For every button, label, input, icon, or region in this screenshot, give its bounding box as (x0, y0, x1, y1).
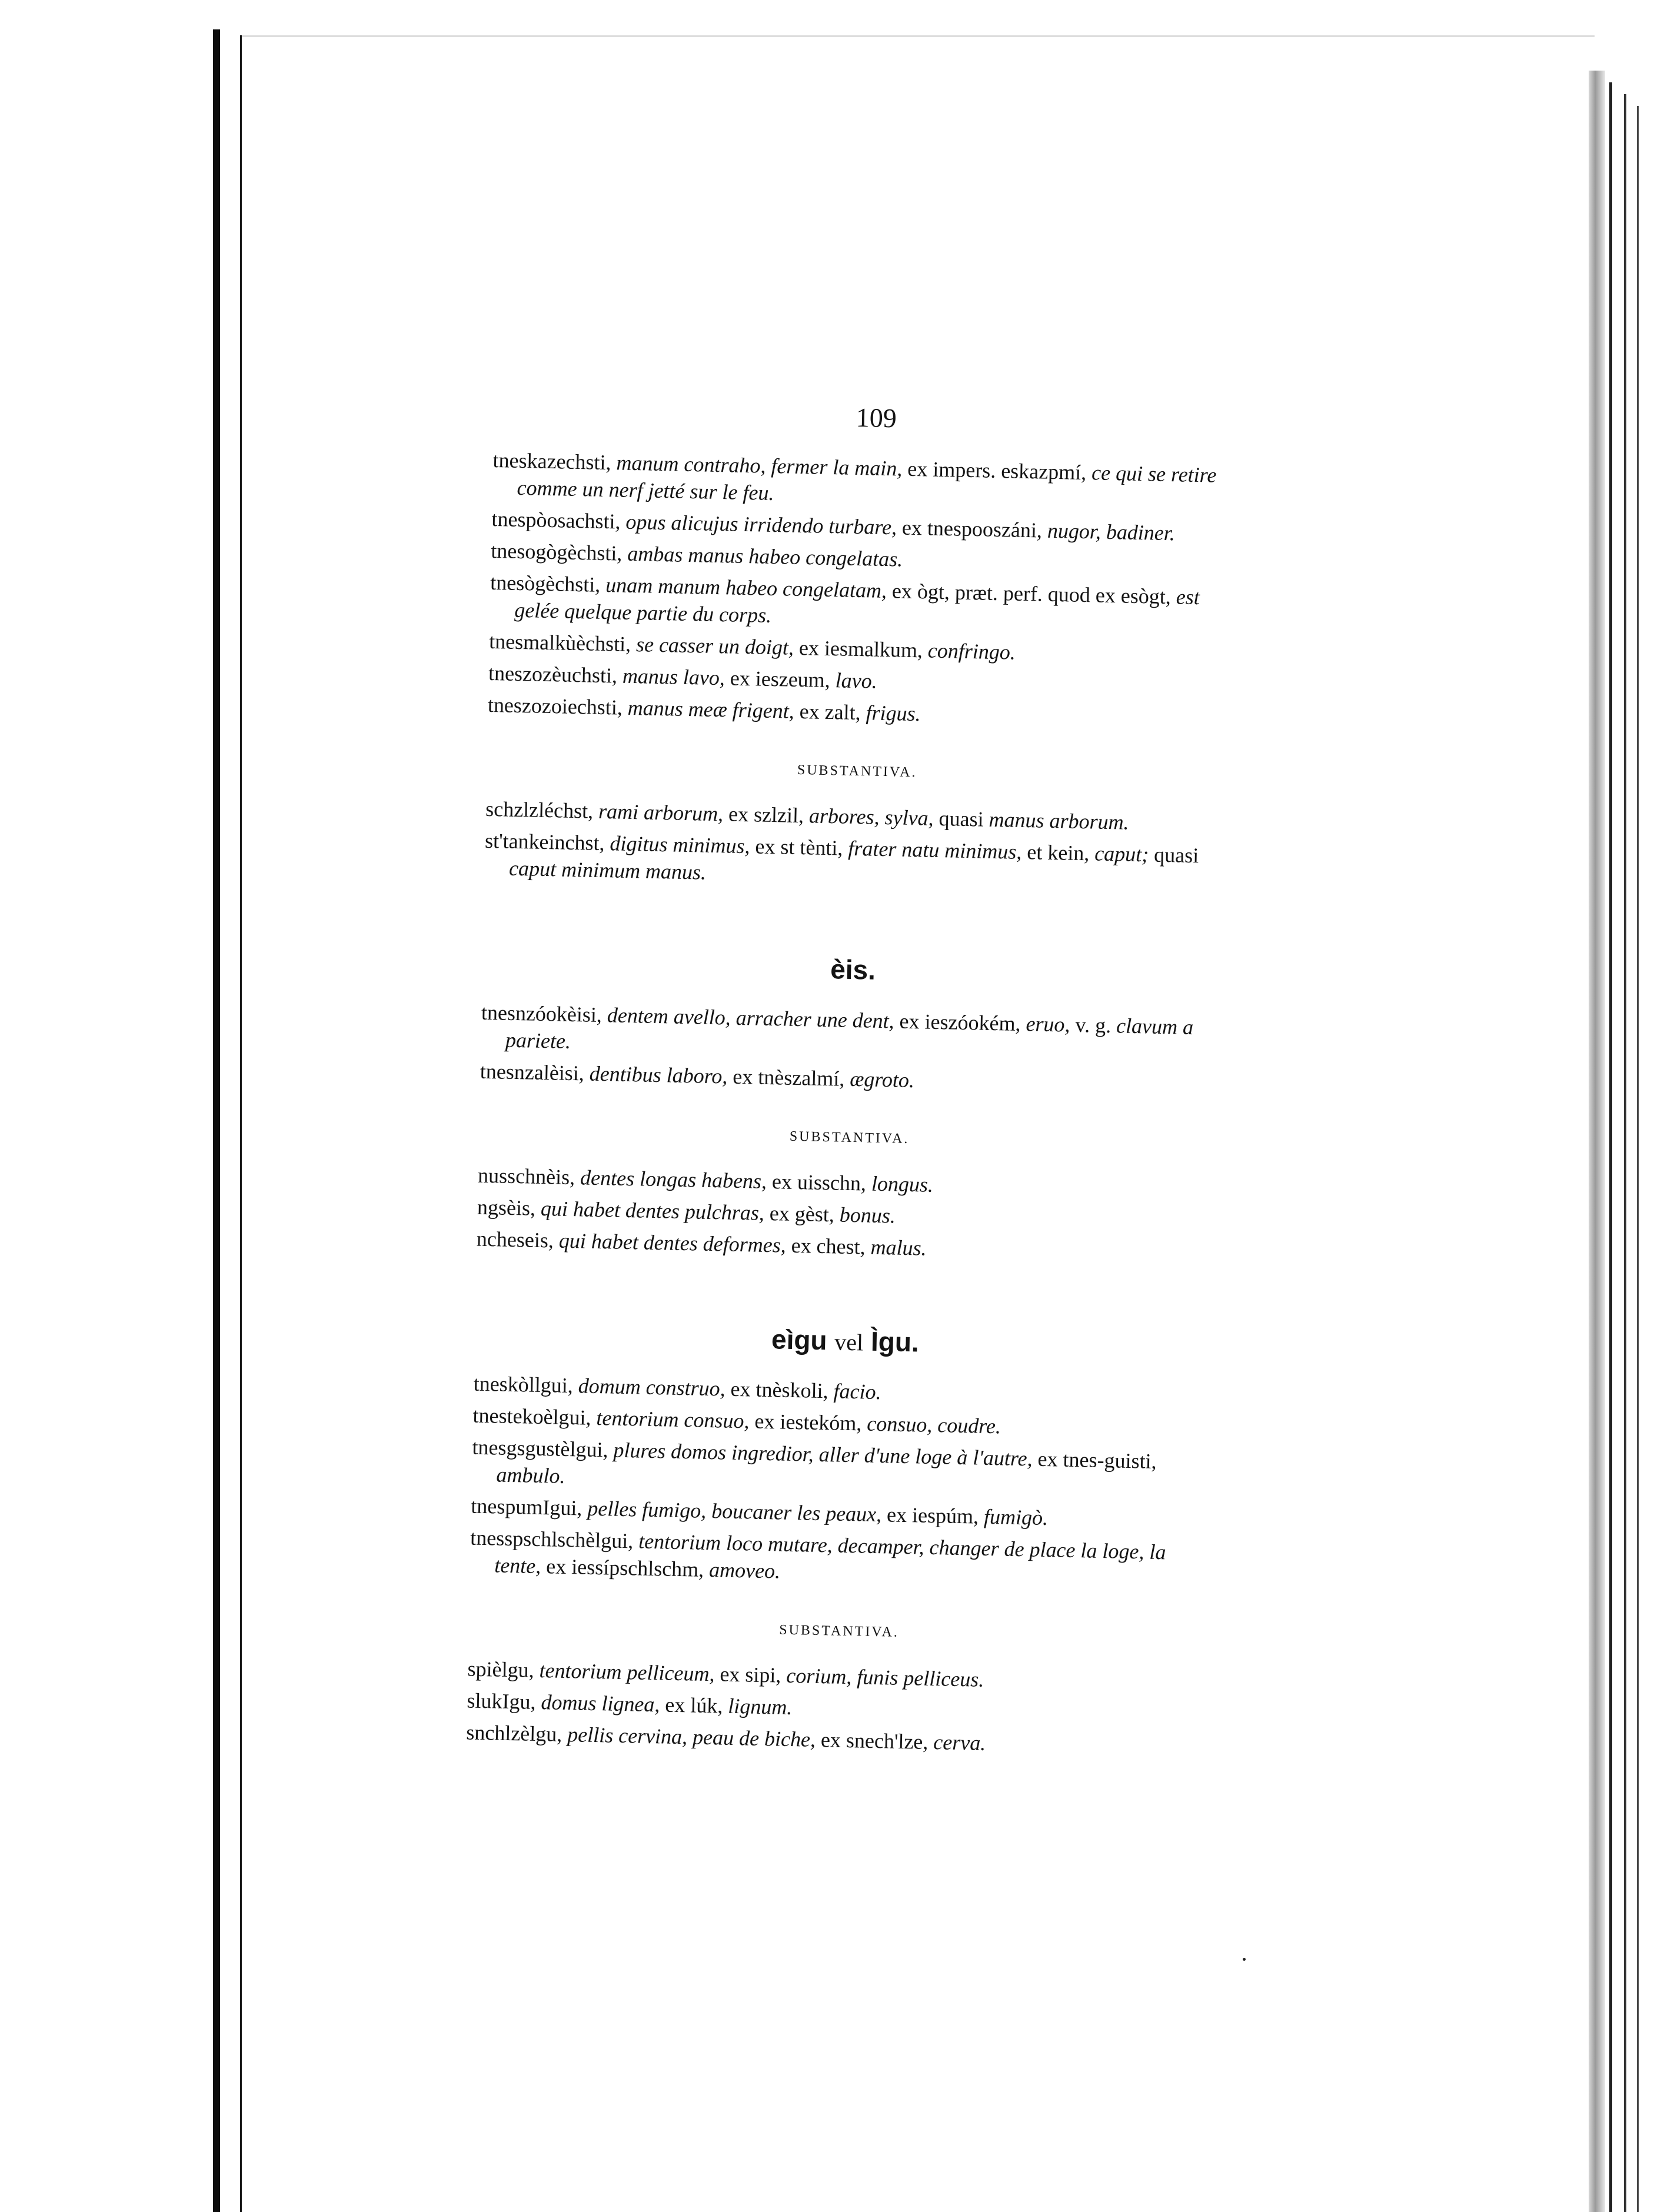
entry-gloss: ambas manus habeo congelatas. (627, 541, 903, 571)
dictionary-entry (481, 999, 1223, 1068)
entry-etymology: ex sipi, (714, 1662, 787, 1687)
entry-gloss: lavo. (835, 668, 878, 693)
entry-headword: tneskazechsti, (492, 448, 611, 475)
entry-gloss: unam manum habeo congelatam, (605, 573, 887, 603)
entry-headword: spièlgu, (467, 1657, 535, 1682)
entry-gloss: tentorium consuo, (596, 1406, 750, 1433)
entry-headword: tnesspschlschèlgui, (470, 1525, 634, 1553)
entry-etymology: quasi (933, 806, 990, 831)
entry-etymology: et kein, (1021, 840, 1095, 865)
section-heading-eis: èis. (830, 954, 876, 985)
entry-headword: tnesnzóokèisi, (481, 1000, 603, 1027)
entry-gloss: corium, funis pelliceus. (786, 1663, 984, 1691)
entry-gloss: bonus. (839, 1202, 896, 1228)
entry-gloss: qui habet dentes deformes, (558, 1228, 787, 1257)
entry-headword: tnespumIgui, (471, 1494, 583, 1520)
substantiva-heading: SUBSTANTIVA. (797, 762, 917, 781)
entry-etymology: quasi (1148, 842, 1199, 868)
substantiva-heading: SUBSTANTIVA. (789, 1128, 910, 1147)
entry-gloss: manus arborum. (989, 807, 1129, 834)
entry-etymology: ex iestekóm, (749, 1409, 867, 1435)
page-number: 109 (856, 402, 897, 434)
entry-gloss: pellis cervina, peau de biche, (567, 1723, 816, 1751)
entry-etymology: ex iesmalkum, (793, 635, 928, 662)
entry-gloss: ce qui se retire comme un nerf jetté sur le feu. (517, 461, 1217, 505)
entry-gloss: manus meæ frigent, (627, 695, 795, 723)
entry-etymology: v. g. (1070, 1012, 1117, 1038)
entry-headword: tnesogògèchsti, (491, 538, 623, 565)
entry-etymology: ex ieszeum, (724, 666, 836, 692)
dictionary-page (466, 394, 1236, 1766)
entry-gloss: manus lavo, (622, 664, 725, 690)
entry-headword: st'tankeinchst, (484, 828, 605, 855)
entry-headword: tnesmalkùèchsti, (488, 629, 631, 656)
section-heading-vel: vel (834, 1328, 864, 1356)
dictionary-entry (484, 827, 1227, 897)
entry-etymology: ex tnespooszáni, (896, 515, 1048, 542)
entry-etymology: ex gèst, (764, 1201, 840, 1227)
entry-etymology: ex szlzil, (723, 802, 810, 828)
entry-headword: tnesgsgustèlgui, (472, 1435, 608, 1462)
entry-gloss: arbores, sylva, (808, 804, 934, 830)
page-gutter-line (240, 35, 242, 2212)
entry-gloss: frigus. (866, 701, 921, 726)
substantiva-group-c (466, 1655, 1209, 1761)
entry-gloss: lignum. (727, 1694, 793, 1720)
entry-etymology: ex uisschn, (766, 1169, 872, 1195)
entries-group-a (487, 447, 1234, 734)
substantiva-group-b (476, 1162, 1219, 1268)
entry-etymology: ex snech'lze, (815, 1727, 934, 1754)
entry-headword: tnesnzalèisi, (480, 1059, 585, 1085)
page-edge-line (1637, 106, 1639, 2212)
substantiva-group-a (484, 795, 1227, 897)
entry-headword: snchlzèlgu, (465, 1720, 563, 1746)
entry-etymology: ex st tènti, (750, 834, 848, 860)
entry-gloss: est gelée quelque partie du corps. (514, 585, 1200, 627)
dictionary-entry (492, 447, 1234, 516)
entry-etymology: ex lúk, (659, 1693, 728, 1718)
entry-gloss: dentes longas habens, (580, 1165, 767, 1193)
dictionary-entry (471, 1434, 1214, 1503)
entry-gloss: ægroto. (849, 1067, 915, 1092)
entry-gloss: dentem avello, arracher une dent, (607, 1003, 895, 1033)
substantiva-heading: SUBSTANTIVA. (778, 1622, 900, 1640)
page-edge-line (1609, 82, 1612, 2212)
entry-etymology: ex impers. eskazpmí, (901, 457, 1092, 485)
section-heading-elgu-a: eìgu (771, 1324, 828, 1356)
entry-gloss: qui habet dentes pulchras, (540, 1196, 765, 1225)
dictionary-entry (490, 569, 1232, 638)
entry-headword: tneszozèuchsti, (488, 661, 618, 688)
entry-headword: ngsèis, (477, 1195, 536, 1220)
entry-headword: tnesògèchsti, (490, 570, 601, 597)
entry-etymology: ex ògt, præt. perf. quod ex esògt, (886, 579, 1177, 609)
entry-gloss: caput minimum manus. (508, 856, 707, 884)
entry-gloss: domum construo, (578, 1374, 726, 1401)
entry-etymology: ex iessípschlschm, (540, 1554, 710, 1582)
entries-group-c (470, 1370, 1215, 1594)
book-spine-edge (213, 29, 220, 2212)
section-heading-elgu-b: Ìgu. (870, 1325, 920, 1358)
entry-gloss: amoveo. (708, 1558, 781, 1583)
entry-headword: tnestekoèlgui, (472, 1403, 591, 1430)
entry-headword: tnespòosachsti, (491, 507, 621, 534)
entries-group-b (480, 999, 1223, 1100)
entry-headword: tneskòllgui, (473, 1371, 574, 1398)
entry-gloss: se casser un doigt, (635, 632, 794, 659)
entry-gloss: caput; (1094, 841, 1149, 867)
entry-gloss: longus. (871, 1171, 934, 1197)
entry-gloss: confringo. (927, 638, 1016, 664)
entry-etymology: ex zalt, (794, 699, 867, 725)
entry-gloss: cerva. (933, 1730, 986, 1755)
entry-headword: ncheseis, (476, 1227, 554, 1252)
entry-gloss: malus. (870, 1235, 927, 1260)
entry-gloss: clavum a pariete. (505, 1014, 1194, 1053)
page-stack-shadow (1589, 71, 1605, 2212)
entry-gloss: plures domos ingredior, aller d'une loge à l'autre, (613, 1438, 1033, 1471)
entry-gloss: rami arborum, (598, 799, 724, 826)
entry-gloss: nugor, badiner. (1047, 518, 1176, 545)
entry-headword: slukIgu, (467, 1688, 536, 1714)
entry-etymology: ex tnèszalmí, (727, 1064, 850, 1091)
entry-etymology: ex iespúm, (881, 1503, 984, 1528)
entry-headword: schzlzléchst, (485, 797, 594, 823)
dictionary-entry (470, 1524, 1212, 1594)
entry-etymology: ex chest, (786, 1233, 871, 1259)
page-edge-line (1624, 94, 1626, 2212)
entry-gloss: opus alicujus irridendo turbare, (625, 509, 897, 539)
section-heading-elgu (474, 1317, 1216, 1364)
entry-gloss: manum contraho, fermer la main, (616, 451, 903, 481)
entry-gloss: consuo, coudre. (866, 1411, 1001, 1438)
entry-gloss: eruo, (1026, 1012, 1070, 1037)
entry-gloss: frater natu minimus, (848, 836, 1022, 864)
entry-etymology: ex tnes-guisti, (1032, 1447, 1157, 1473)
scan-speck (1243, 1958, 1246, 1961)
entry-gloss: tentorium pelliceum, (539, 1658, 715, 1686)
entry-gloss: dentibus laboro, (589, 1061, 728, 1088)
entry-headword: tneszozoiechsti, (487, 692, 623, 719)
entry-gloss: fumigò. (983, 1504, 1049, 1530)
entry-gloss: tentorium loco mutare, decamper, changer de place la loge, la tente, (494, 1529, 1166, 1578)
entry-gloss: domus lignea, (541, 1690, 660, 1717)
entry-gloss: ambulo. (496, 1463, 565, 1488)
entry-gloss: pelles fumigo, boucaner les peaux, (587, 1496, 882, 1527)
entry-headword: nusschnèis, (477, 1163, 575, 1190)
entry-etymology: ex tnèskoli, (725, 1377, 834, 1403)
entry-gloss: facio. (833, 1379, 882, 1404)
entry-gloss: digitus minimus, (610, 831, 750, 858)
entry-etymology: ex ieszóokém, (894, 1009, 1026, 1036)
page-top-edge (241, 35, 1595, 37)
